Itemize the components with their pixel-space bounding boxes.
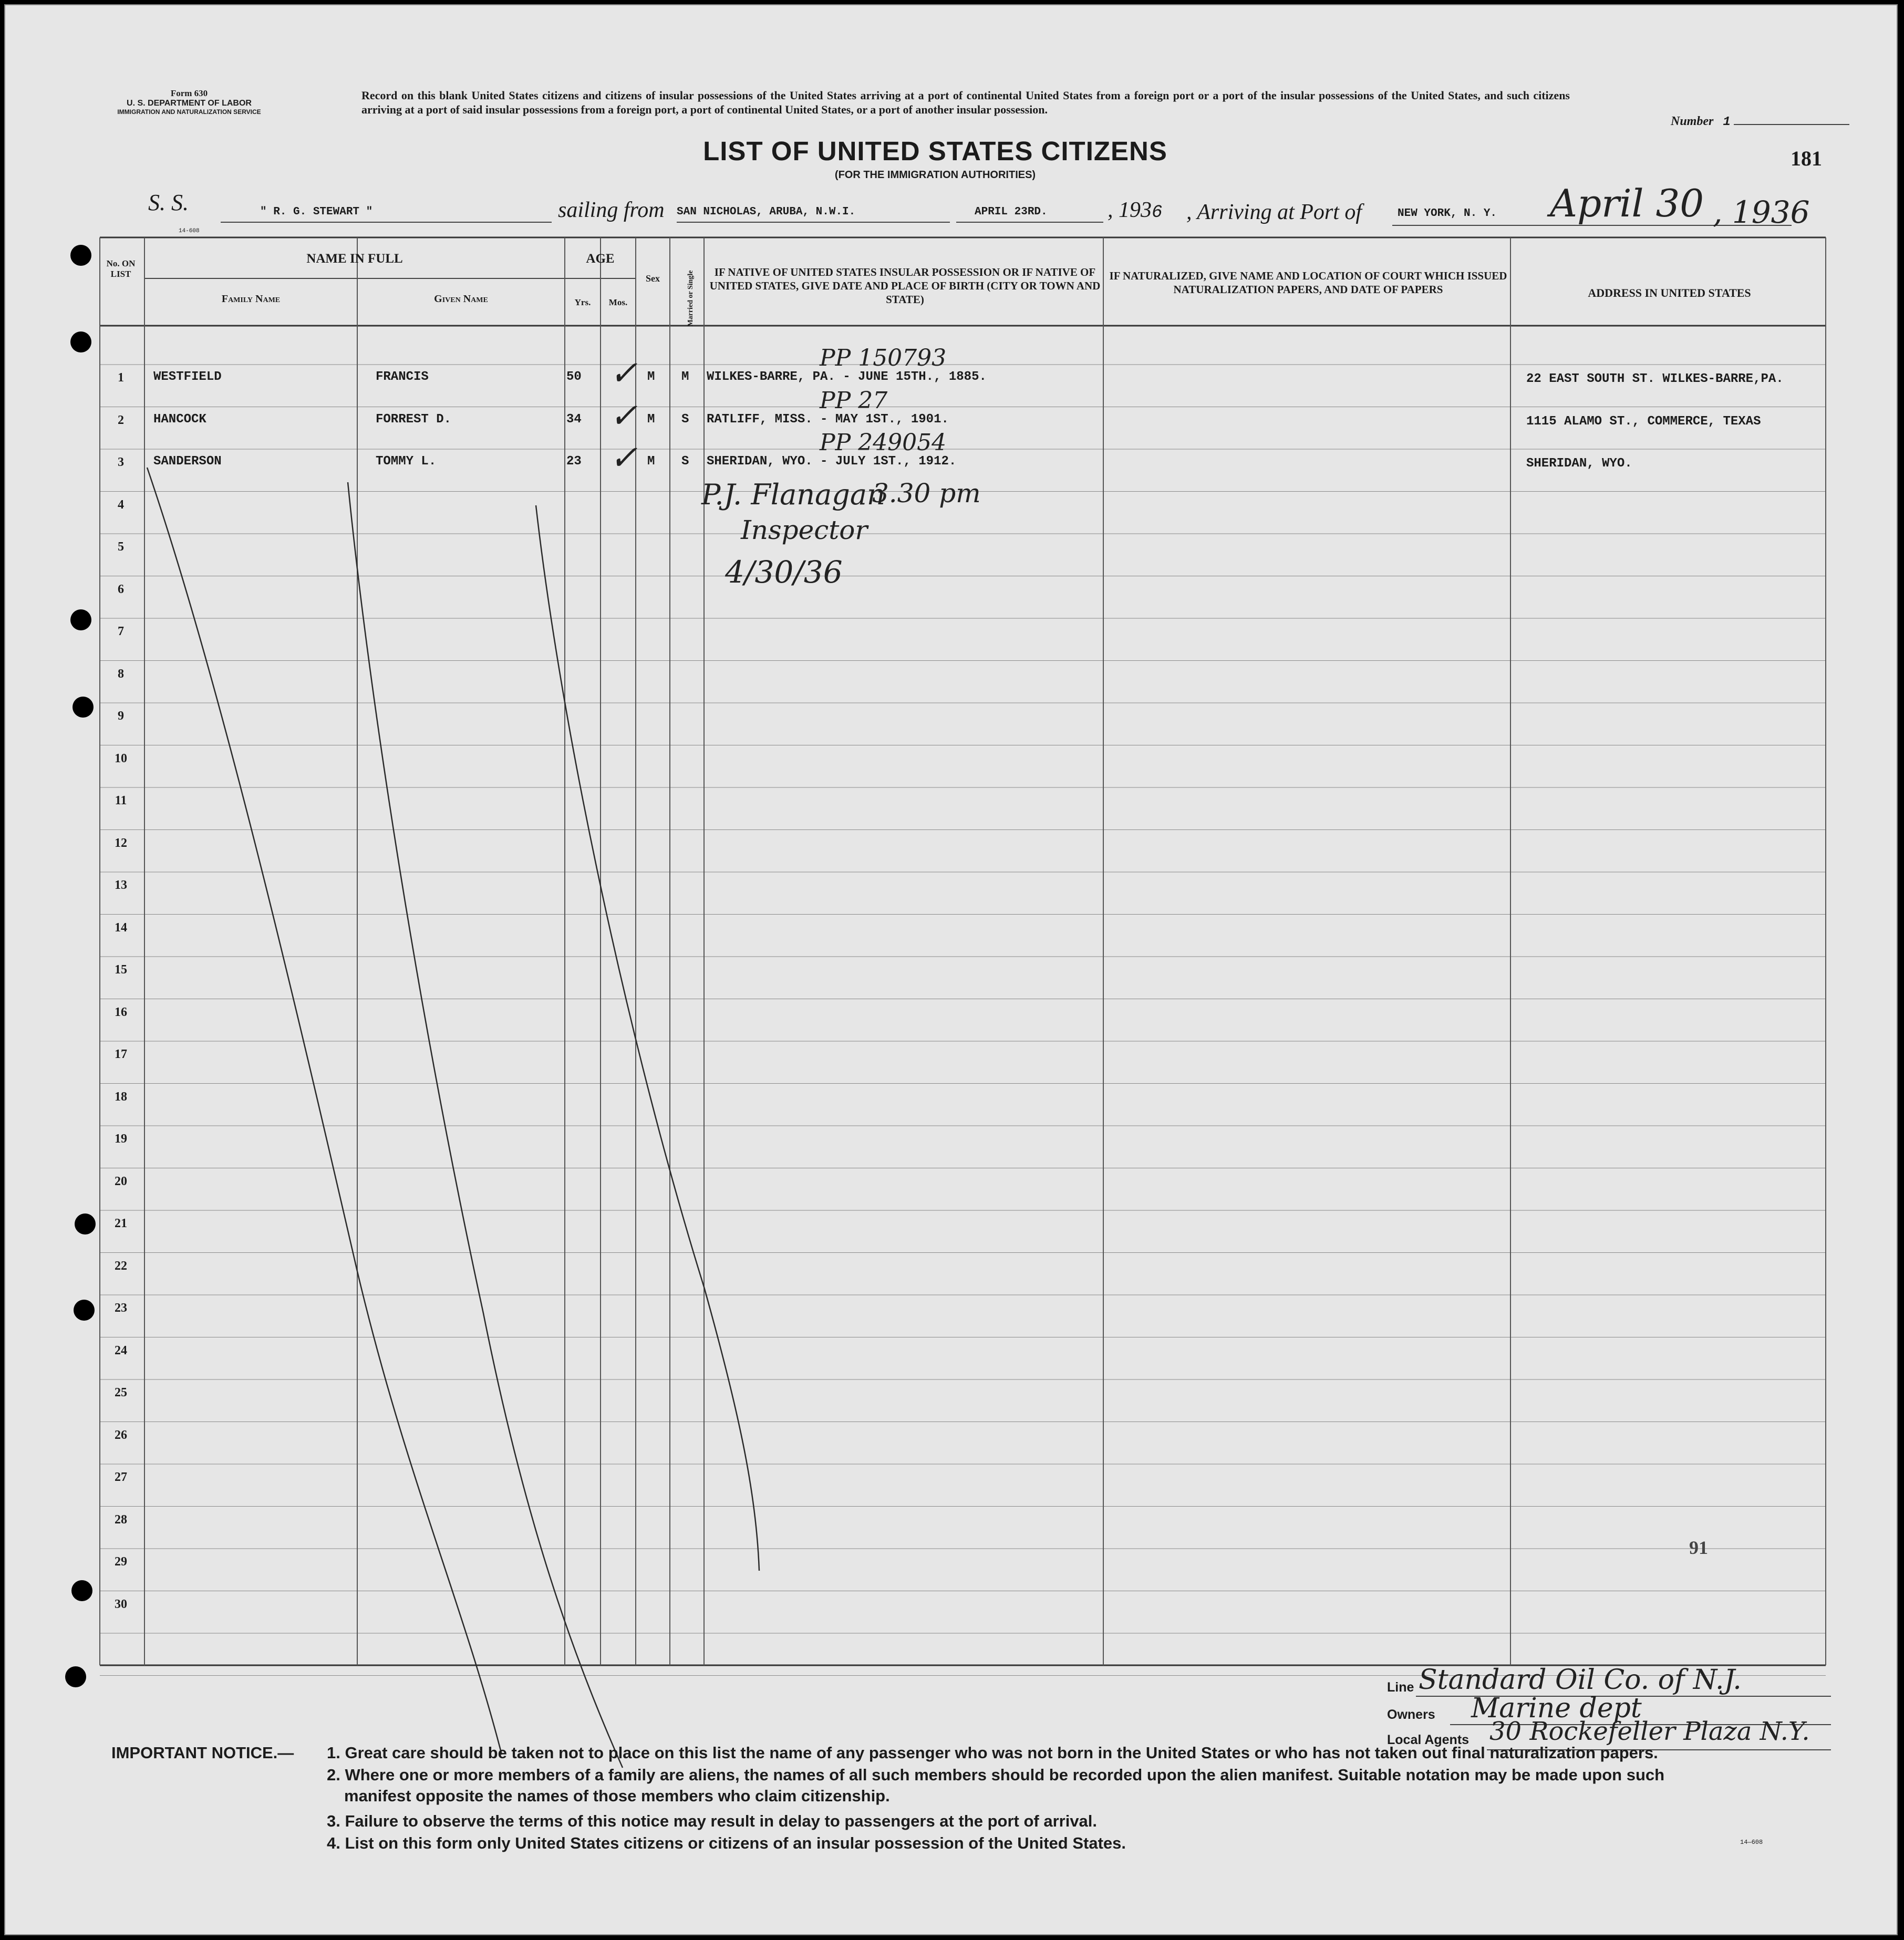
header-given-name: Given Name xyxy=(434,293,488,305)
local-agents-value: 30 Rockefeller Plaza N.Y. xyxy=(1489,1717,1810,1746)
notice-item-2: 2. Where one or more members of a family are aliens, the names of all such members should be recorded upon the alien manifest. Suitable notation may be made upon such xyxy=(327,1766,1665,1784)
passenger-family-name: SANDERSON xyxy=(153,454,222,469)
ship-name: " R. G. STEWART " xyxy=(260,206,373,218)
local-agents-label: Local Agents xyxy=(1387,1732,1470,1747)
row-number: 16 xyxy=(115,1005,127,1019)
passenger-family-name: WESTFIELD xyxy=(153,370,222,384)
header-mos: Mos. xyxy=(608,297,628,307)
passenger-given-name: FORREST D. xyxy=(376,412,452,427)
form-number: Form 630 xyxy=(170,88,208,98)
sailing-date: APRIL 23RD. xyxy=(975,206,1048,218)
inspector-name: P.J. Flanagan xyxy=(701,478,885,511)
line-label: Line xyxy=(1387,1680,1414,1695)
row-number: 12 xyxy=(115,836,127,850)
row-number: 22 xyxy=(115,1259,127,1273)
arrival-year-handwritten: , 1936 xyxy=(1713,194,1810,230)
passenger-sex: M xyxy=(647,454,655,469)
header-address: ADDRESS IN UNITED STATES xyxy=(1588,286,1751,299)
passenger-address: 1115 ALAMO ST., COMMERCE, TEXAS xyxy=(1526,414,1761,429)
row-number: 20 xyxy=(115,1174,127,1188)
passenger-age-years: 50 xyxy=(566,370,582,384)
owners-value: Marine dept xyxy=(1471,1693,1642,1724)
passenger-family-name: HANCOCK xyxy=(153,412,206,427)
row-number: 9 xyxy=(118,709,124,723)
passenger-marital-status: S xyxy=(681,454,689,469)
passenger-birth-place-date: SHERIDAN, WYO. - JULY 1ST., 1912. xyxy=(707,454,957,469)
row-number: 25 xyxy=(115,1386,127,1399)
row-number: 8 xyxy=(118,667,124,681)
number-value: 1 xyxy=(1723,115,1731,129)
service-name: IMMIGRATION AND NATURALIZATION SERVICE xyxy=(117,108,261,116)
ss-label: S. S. xyxy=(148,190,189,215)
header-sex: Sex xyxy=(646,273,660,284)
age-check-mark: ✓ xyxy=(609,439,638,478)
cancel-slash-line xyxy=(536,505,759,1571)
row-number: 3 xyxy=(118,455,124,469)
arriving-label: , Arriving at Port of xyxy=(1186,200,1362,224)
row-number: 29 xyxy=(115,1555,127,1569)
header-name-in-full: NAME IN FULL xyxy=(306,252,403,266)
passenger-given-name: TOMMY L. xyxy=(376,454,437,469)
sailing-year-prefix: 193 xyxy=(1119,198,1152,222)
notice-heading: IMPORTANT NOTICE.— xyxy=(111,1744,294,1762)
row-number: 14 xyxy=(115,920,127,935)
row-number: 13 xyxy=(115,878,127,892)
passenger-marital-status: M xyxy=(681,370,689,384)
passport-number-handwritten: PP 249054 xyxy=(820,429,947,456)
notice-item-1: 1. Great care should be taken not to place on this list the name of any passenger who was not born in the United States or who has not taken out final naturalization papers. xyxy=(327,1744,1658,1762)
page-title: LIST OF UNITED STATES CITIZENS xyxy=(703,136,1167,166)
page-subtitle: (FOR THE IMMIGRATION AUTHORITIES) xyxy=(834,169,1036,181)
age-check-mark: ✓ xyxy=(609,354,638,393)
printer-mark: 14-608 xyxy=(179,228,200,234)
row-number: 21 xyxy=(115,1217,127,1230)
passenger-marital-status: S xyxy=(681,412,689,427)
row-number: 1 xyxy=(118,371,124,385)
footer-code: 14—608 xyxy=(1740,1839,1763,1846)
sailing-year: , 1936 xyxy=(1108,198,1163,223)
stamp-number: 91 xyxy=(1689,1537,1708,1558)
header-yrs: Yrs. xyxy=(574,297,591,307)
header-age: AGE xyxy=(586,252,615,266)
passenger-sex: M xyxy=(647,412,655,427)
row-number: 15 xyxy=(115,963,127,977)
passenger-sex: M xyxy=(647,370,655,384)
passenger-given-name: FRANCIS xyxy=(376,370,429,384)
row-number: 2 xyxy=(118,413,124,427)
row-number: 7 xyxy=(118,625,124,638)
header-family-name: Family Name xyxy=(221,293,281,305)
header-married-single: Married or Single xyxy=(687,270,695,327)
sailing-year-suffix: 6 xyxy=(1152,203,1163,223)
owners-label: Owners xyxy=(1387,1707,1435,1722)
row-number: 11 xyxy=(115,794,127,807)
passenger-birth-place-date: WILKES-BARRE, PA. - JUNE 15TH., 1885. xyxy=(707,370,987,384)
passenger-address: SHERIDAN, WYO. xyxy=(1526,457,1632,471)
row-number: 10 xyxy=(115,751,127,765)
passenger-birth-place-date: RATLIFF, MISS. - MAY 1ST., 1901. xyxy=(707,412,949,427)
row-number: 24 xyxy=(115,1343,127,1357)
cancel-slash-line xyxy=(348,482,623,1768)
passenger-age-years: 34 xyxy=(566,412,582,427)
notice-item-4: 4. List on this form only United States citizens or citizens of an insular possession of the United States. xyxy=(327,1834,1126,1852)
header-birth: IF NATIVE OF UNITED STATES INSULAR POSSESSION OR IF NATIVE OF UNITED STATES, GIVE DATE AND PLACE OF BIRTH (CITY OR TOWN AND STATE) xyxy=(709,266,1101,306)
header-naturalized: IF NATURALIZED, GIVE NAME AND LOCATION OF COURT WHICH ISSUED NATURALIZATION PAPERS, AND DATE OF PAPERS xyxy=(1109,269,1507,296)
sailing-from-label: sailing from xyxy=(558,198,665,222)
inspector-time: 3.30 pm xyxy=(872,478,981,509)
row-number: 18 xyxy=(115,1090,127,1104)
number-label: Number xyxy=(1671,115,1714,128)
passenger-address: 22 EAST SOUTH ST. WILKES-BARRE,PA. xyxy=(1526,372,1784,386)
row-number: 26 xyxy=(115,1428,127,1442)
page-mark: 181 xyxy=(1791,147,1822,170)
row-number: 4 xyxy=(118,497,124,512)
arrival-date-handwritten: April 30 xyxy=(1550,181,1704,225)
row-number: 5 xyxy=(118,540,124,554)
row-number: 28 xyxy=(115,1512,127,1527)
passenger-age-years: 23 xyxy=(566,454,582,469)
row-number: 30 xyxy=(115,1597,127,1611)
row-number: 17 xyxy=(115,1047,127,1061)
line-value: Standard Oil Co. of N.J. xyxy=(1419,1664,1742,1696)
notice-item-3: 3. Failure to observe the terms of this notice may result in delay to passengers at the port of arrival. xyxy=(327,1812,1098,1830)
row-number: 6 xyxy=(118,582,124,596)
inspector-title: Inspector xyxy=(741,515,868,545)
inspector-date: 4/30/36 xyxy=(725,554,843,590)
notice-item-2-cont: manifest opposite the names of those members who claim citizenship. xyxy=(344,1787,890,1805)
age-check-mark: ✓ xyxy=(609,396,638,435)
department-name: U. S. DEPARTMENT OF LABOR xyxy=(127,99,252,108)
header-no-on-list: No. ON LIST xyxy=(106,258,136,279)
row-number: 23 xyxy=(115,1301,127,1315)
row-number: 27 xyxy=(115,1470,127,1484)
row-number: 19 xyxy=(115,1132,127,1146)
arriving-port: NEW YORK, N. Y. xyxy=(1398,208,1497,220)
passport-number-handwritten: PP 150793 xyxy=(820,345,947,371)
passport-number-handwritten: PP 27 xyxy=(820,387,888,414)
sailing-from-port: SAN NICHOLAS, ARUBA, N.W.I. xyxy=(677,206,856,218)
instruction-text: Record on this blank United States citizens and citizens of insular possessions of the United States arriving at a port of continental United States from a foreign port or a port of the insular possessions of the United States, and such citizens arriving at a port of said insular possessions from a foreign port, a port of continental United States, or a port of another insular possession. xyxy=(361,89,1570,116)
